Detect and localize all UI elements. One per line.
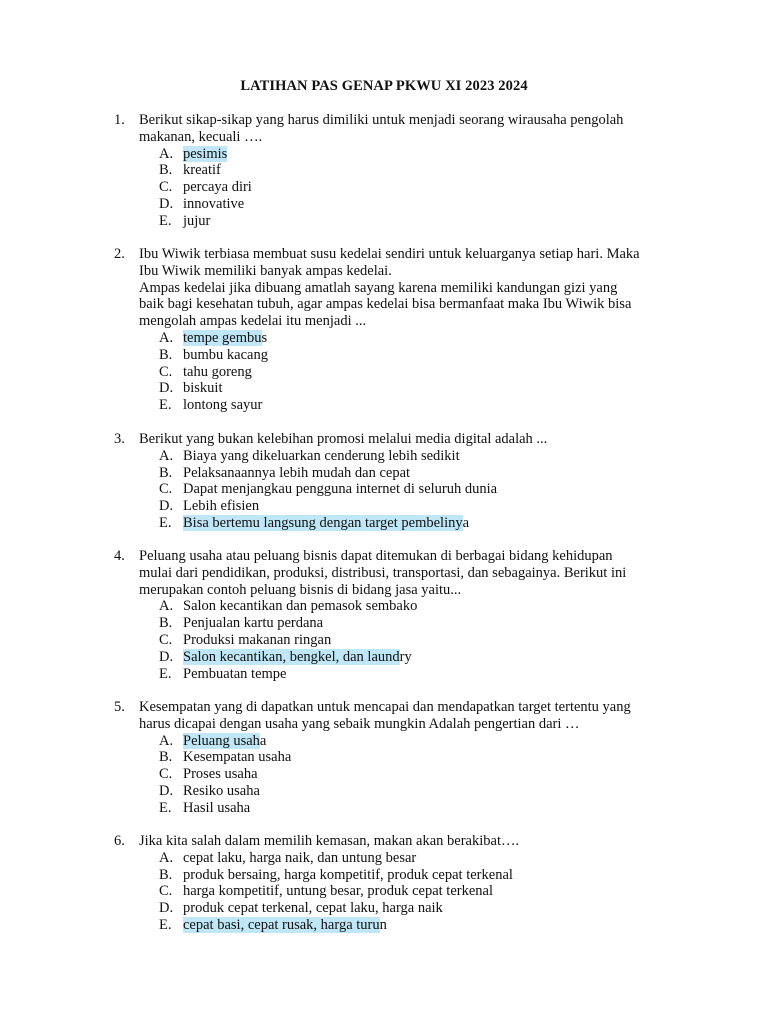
option-letter: E.: [159, 916, 172, 933]
option-text: Biaya yang dikeluarkan cenderung lebih sedikit: [183, 447, 460, 464]
document-title: LATIHAN PAS GENAP PKWU XI 2023 2024: [240, 78, 528, 94]
option-letter: B.: [159, 615, 173, 632]
option-letter: A.: [159, 329, 174, 346]
option-letter: B.: [159, 749, 173, 766]
option-text: Produksi makanan ringan: [183, 631, 332, 648]
option-c: [159, 364, 694, 381]
question-1: [114, 112, 694, 230]
option-d: [159, 649, 694, 666]
highlighted-answer: cepat basi, cepat rusak, harga turu: [183, 916, 380, 933]
option-b: [159, 347, 694, 364]
option-letter: D.: [159, 195, 174, 212]
question-number: 6.: [114, 833, 125, 849]
option-list: [159, 448, 694, 532]
option-text-rest: a: [259, 732, 267, 749]
question-text: Kesempatan yang di dapatkan untuk mencapai dan mendapatkan target tertentu yang harus dicapai dengan usaha yang sebaik mungkin Adalah pengertian dari …: [139, 699, 631, 732]
question-number: 3.: [114, 431, 125, 447]
option-letter: D.: [159, 900, 174, 917]
option-letter: A.: [159, 849, 174, 866]
option-e: [159, 917, 694, 934]
option-text: Hasil usaha: [183, 799, 251, 816]
option-text: Pembuatan tempe: [183, 665, 287, 682]
option-letter: E.: [159, 397, 172, 414]
question-4: [114, 548, 694, 682]
option-a: [159, 598, 694, 615]
option-e: [159, 800, 694, 817]
option-text: jujur: [183, 212, 211, 229]
option-text: innovative: [183, 195, 245, 212]
option-text: cepat laku, harga naik, dan untung besar: [183, 849, 417, 866]
option-letter: C.: [159, 179, 173, 196]
option-letter: D.: [159, 380, 174, 397]
option-b: [159, 867, 694, 884]
option-text: [183, 917, 387, 934]
option-text: percaya diri: [183, 179, 252, 196]
question-6: [114, 833, 694, 934]
option-letter: C.: [159, 883, 173, 900]
option-text-rest: n: [379, 916, 387, 933]
option-text: bumbu kacang: [183, 346, 268, 363]
option-list: [159, 598, 694, 682]
option-a: [159, 733, 694, 750]
option-letter: C.: [159, 631, 173, 648]
option-letter: E.: [159, 212, 172, 229]
option-d: [159, 783, 694, 800]
option-text: [183, 146, 227, 163]
option-c: [159, 766, 694, 783]
option-letter: A.: [159, 732, 174, 749]
option-letter: B.: [159, 162, 173, 179]
highlighted-answer: Bisa bertemu langsung dengan target pembeliny: [183, 514, 463, 531]
option-text: kreatif: [183, 162, 221, 179]
option-text: [183, 649, 412, 666]
option-e: [159, 666, 694, 683]
option-text: harga kompetitif, untung besar, produk cepat terkenal: [183, 883, 493, 900]
question-number: 1.: [114, 112, 125, 128]
option-text: tahu goreng: [183, 363, 252, 380]
option-letter: E.: [159, 514, 172, 531]
question-number: 4.: [114, 548, 125, 564]
option-list: [159, 850, 694, 934]
option-letter: C.: [159, 363, 173, 380]
question-text: Ibu Wiwik terbiasa membuat susu kedelai sendiri untuk keluarganya setiap hari. Maka Ibu Wiwik memiliki banyak ampas kedelai. Ampas kedelai jika dibuang amatlah sayang karena memiliki kandungan gizi yang baik bagi kesehatan tubuh, agar ampas kedelai bisa bermanfaat maka Ibu Wiwik bisa mengolah ampas kedelai itu menjadi ...: [139, 246, 640, 330]
option-list: [159, 733, 694, 817]
option-letter: A.: [159, 145, 174, 162]
option-letter: C.: [159, 481, 173, 498]
option-text: produk cepat terkenal, cepat laku, harga naik: [183, 900, 443, 917]
question-text: Jika kita salah dalam memilih kemasan, makan akan berakibat….: [139, 833, 520, 849]
option-text: Lebih efisien: [183, 498, 260, 515]
option-letter: C.: [159, 766, 173, 783]
highlighted-answer: Peluang usah: [183, 732, 260, 749]
option-a: [159, 850, 694, 867]
option-letter: D.: [159, 498, 174, 515]
option-text: Proses usaha: [183, 766, 258, 783]
option-a: [159, 330, 694, 347]
question-number: 5.: [114, 699, 125, 715]
highlighted-answer: tempe gembu: [183, 329, 262, 346]
option-text: Salon kecantikan dan pemasok sembako: [183, 598, 418, 615]
option-d: [159, 196, 694, 213]
option-b: [159, 162, 694, 179]
option-letter: E.: [159, 799, 172, 816]
option-text: Pelaksanaannya lebih mudah dan cepat: [183, 464, 411, 481]
option-b: [159, 749, 694, 766]
option-text-rest: s: [261, 329, 268, 346]
option-letter: B.: [159, 866, 173, 883]
option-c: [159, 179, 694, 196]
option-text: Resiko usaha: [183, 782, 260, 799]
option-letter: D.: [159, 648, 174, 665]
option-b: [159, 615, 694, 632]
option-c: [159, 481, 694, 498]
option-text: biskuit: [183, 380, 223, 397]
option-b: [159, 465, 694, 482]
option-a: [159, 448, 694, 465]
option-letter: B.: [159, 464, 173, 481]
option-e: [159, 515, 694, 532]
question-text: Peluang usaha atau peluang bisnis dapat ditemukan di berbagai bidang kehidupan mulai dari pendidikan, produksi, distribusi, transportasi, dan sebagainya. Berikut ini merupakan contoh peluang bisnis di bidang jasa yaitu...: [139, 548, 627, 598]
option-letter: B.: [159, 346, 173, 363]
highlighted-answer: Salon kecantikan, bengkel, dan laund: [183, 648, 400, 665]
option-e: [159, 213, 694, 230]
highlighted-answer: pesimis: [183, 145, 228, 162]
question-number: 2.: [114, 246, 125, 262]
question-text: Berikut sikap-sikap yang harus dimiliki untuk menjadi seorang wirausaha pengolah makanan, kecuali ….: [139, 112, 624, 145]
option-list: [159, 146, 694, 230]
option-letter: D.: [159, 782, 174, 799]
question-3: [114, 431, 694, 532]
option-text: Kesempatan usaha: [183, 749, 292, 766]
question-5: [114, 699, 694, 817]
option-text: [183, 330, 267, 347]
option-list: [159, 330, 694, 414]
question-text: Berikut yang bukan kelebihan promosi melalui media digital adalah ...: [139, 431, 548, 447]
option-letter: A.: [159, 447, 174, 464]
option-text: produk bersaing, harga kompetitif, produk cepat terkenal: [183, 866, 513, 883]
option-letter: E.: [159, 665, 172, 682]
option-text: [183, 515, 469, 532]
option-c: [159, 883, 694, 900]
option-text: Penjualan kartu perdana: [183, 615, 324, 632]
option-d: [159, 498, 694, 515]
option-text: [183, 733, 266, 750]
option-text-rest: a: [462, 514, 470, 531]
question-2: [114, 246, 694, 414]
option-d: [159, 900, 694, 917]
option-d: [159, 380, 694, 397]
option-text: Dapat menjangkau pengguna internet di seluruh dunia: [183, 481, 498, 498]
option-letter: A.: [159, 598, 174, 615]
option-text: lontong sayur: [183, 397, 263, 414]
option-a: [159, 146, 694, 163]
option-e: [159, 397, 694, 414]
option-c: [159, 632, 694, 649]
option-text-rest: ry: [399, 648, 412, 665]
